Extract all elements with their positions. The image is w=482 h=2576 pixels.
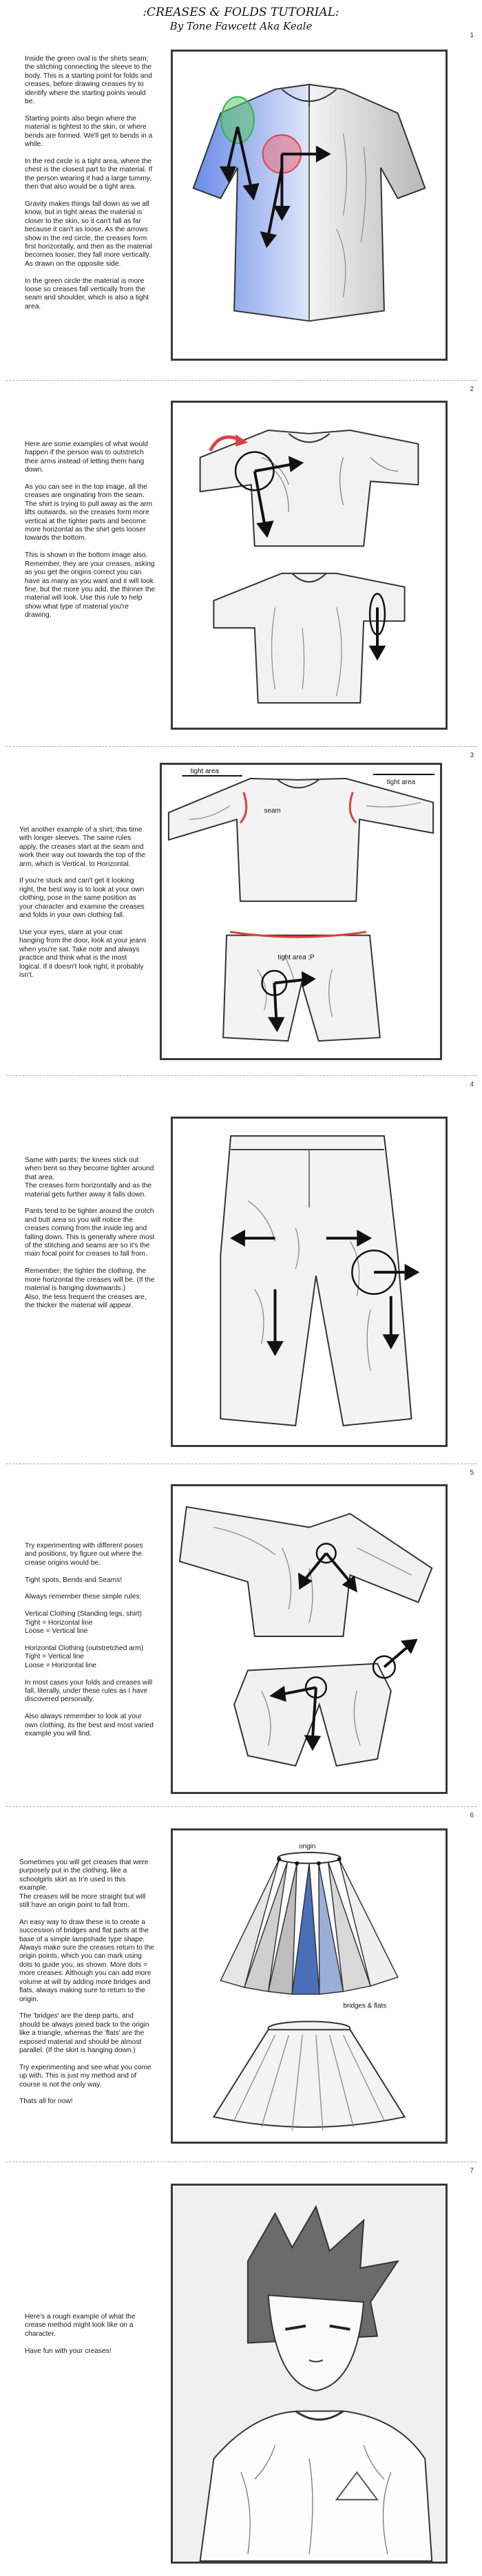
section-number: 3 [470,752,474,759]
origin-label: origin [299,1843,316,1851]
tshirt-arms-out-drawing [173,403,446,728]
seam-label: seam [264,807,281,815]
section-7-text: Here's a rough example of what the crease method might look like on a character. Have fun with your creases! [25,2313,136,2355]
tshirt-front-drawing [173,52,446,359]
section-7-illustration [171,2184,448,2564]
section-divider [6,746,476,747]
section-number: 1 [470,32,474,39]
section-6-illustration [171,1828,448,2144]
section-5-illustration [171,1484,448,1794]
tight-area-label: tight area ;P [277,953,315,962]
tight-area-label: tight area [386,778,416,786]
section-number: 5 [470,1469,474,1477]
section-4-text: Same with pants; the knees stick out when bent so they become tighter around that area. The creases form horizontally and as the material gets further away it falls down. Pants tend to be tighter around the crotch and butt area so you will notice the creases coming from the inside leg and falling down. This is generally where most of the stitching and seams are so it's the main focal point for creases to fall from. Remember; the tighter the clothing, the more horizontal the creases will be. (If the material is hanging downwards.) Also, the less frequent the creases are, the thicker the material will appear. [25,1157,155,1309]
section-number: 7 [470,2167,474,2175]
green-oval [221,97,254,143]
character-sketch-drawing [173,2186,446,2562]
posed-clothing-drawing [173,1486,446,1792]
section-3-text: Yet another example of a shirt; this time with longer sleeves. The same rules apply, the creases start at the seam and work their way out towards the top of the arm, which is Vertical, to Horizontal. If you're stuck and can't get it looking right, the best way is to look at your own clothing, pose in the same position as your character and examine the creases and folds in your own clothing fall. Use your eyes, stare at your coat hanging from the door, look at your jeans when you're sat. Take note and always practice and think what is the most logical. If it doesn't look right, it probably isn't. [19,826,147,979]
tutorial-title: :CREASES & FOLDS TUTORIAL: [143,6,339,19]
section-2-illustration [171,401,448,730]
tutorial-author: By Tone Fawcett Aka Keale [169,20,313,32]
longsleeve-and-shorts-drawing [162,765,440,1058]
section-number: 4 [470,1081,474,1088]
tight-area-label: tight area [190,767,219,775]
pants-drawing [173,1119,446,1445]
section-3-illustration [160,763,442,1060]
section-number: 6 [470,1812,474,1819]
pleated-skirt-drawing [173,1830,446,2142]
section-divider [6,1075,476,1076]
section-1-text: Inside the green oval is the shirts seam; the stitching connecting the sleeve to the body. This is a starting point for folds and creases, before drawing creases try to identify where the starting points would be. Starting points also begin where the material is tightest to the skin, or where bends are formed. We'll get to bends in a while. In the red circle is a tight area, where the chest is the closest part to the material. If the person wearing it had a large tummy, then that also would be a tight area. Gravity makes things fall down as we all know, but in tight areas the material is closer to the skin, so it can't fall as far because it can't as loose. As the arrows show in the red circle, the creases form first horizontally, and then as the material becomes looser, they fall more vertically. As drawn on the opposite side. In the green circle the material is more loose so creases fall vertically from the seam and shoulder, which is also a tight area. [25,55,153,310]
section-5-text: Try experimenting with different poses and positions, try figure out where the crease origins would be. Tight spots, Bends and Seams! Always remember these simple rules: Vertical Clothing (Standing legs, shirt) Tight = Horizontal line Loose = Vertical line Horizontal Clothing (outstretched arm) Tight = Vertical line Loose = Horizontal line In most cases your folds and creases will fall, literally, under these rules as I have discovered personally. Also always remember to look at your own clothing, its the best and most varied example you will find. [25,1542,154,1738]
section-divider [6,1806,476,1807]
section-4-illustration [171,1117,448,1447]
bridges-flats-label: bridges & flats [343,2002,387,2010]
section-divider [6,380,476,381]
section-2-text: Here are some examples of what would happen if the person was to outstretch their arms instead of letting them hang down. As you can see in the top image, all the creases are originating from the seam. The shirt is trying to pull away as the arm lifts outwards, so the creases form more vertical at the tighter parts and become more horizontal as the shirt gets looser towards the bottom. This is shown in the bottom image also. Remember, they are your creases, asking as you get the origins correct you can have as many as you want and it will look fine, but the more you add, the thinner the material will look. Use this rule to help show what type of material you're drawing. [25,441,156,620]
section-number: 2 [470,386,474,393]
section-6-text: Sometimes you will get creases that were purposely put in the clothing, like a schoolgirls skirt as Ir'e used in this example. The creases will be more straight but will still have an origin point to fall from. An easy way to draw these is to create a succession of bridges and flat parts at the base of a simple lampshade type shape. Always make sure the creases return to the origin points, which you can mark using dots to guide you, as shown. More dots = more creases. Although you can add more volume at will by adding more bridges and flats, always making sure to return to the origin. The 'bridges' are the deep parts, and should be always joined back to the origin like a triangle, whereas the 'flats' are the exposed material and should be almost parallel. (If the skirt is hanging down.) Try experimenting and see what you come up with. This is just my method and of course is not the only way. Thats all for now! [19,1859,154,2106]
section-1-illustration [171,50,448,361]
